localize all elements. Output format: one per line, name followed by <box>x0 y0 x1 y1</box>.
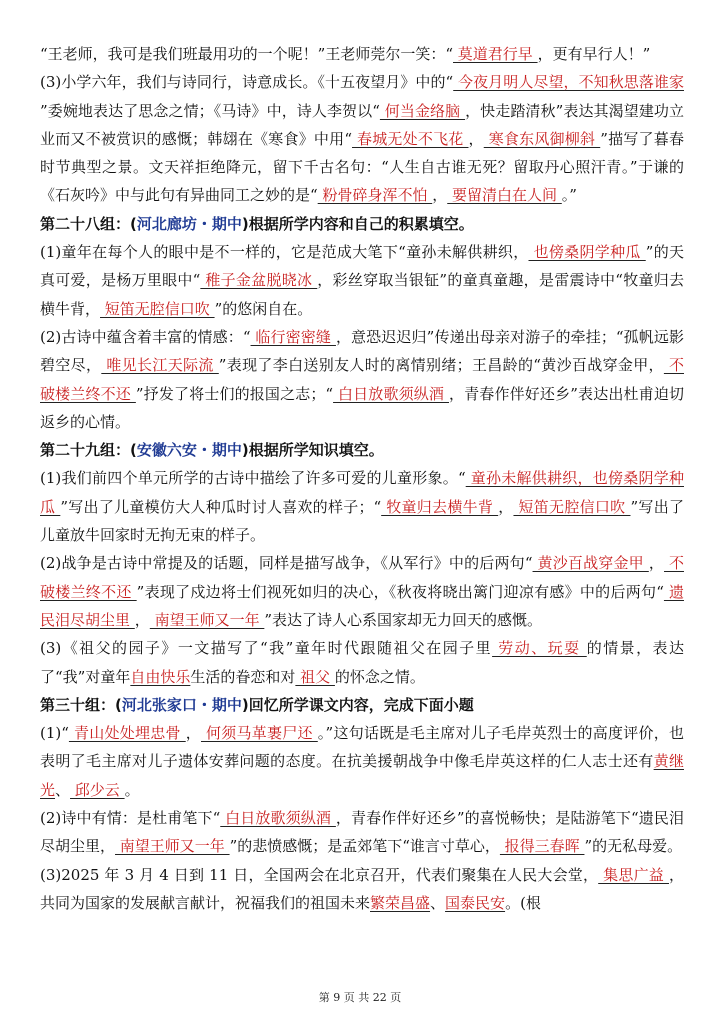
answer-blank: 不破楼兰终不还 <box>40 554 684 601</box>
group-heading-label: 第二十九组：( <box>40 441 137 460</box>
answer-blank: 何须马革裹尸还 <box>200 724 318 743</box>
answer-blank: 粉骨碎身浑不怕 <box>317 186 433 205</box>
group-source: 河北廊坊・期中 <box>136 214 242 233</box>
question-text: (2)古诗中蕴含着丰富的情感：“ <box>40 327 251 346</box>
answer-blank: 童孙未解供耕织，也傍桑阴学种瓜 <box>40 469 684 516</box>
question-text: “王老师，我可是我们班最用功的一个呢！”王老师莞尔一笑：“ <box>40 45 454 63</box>
question-text: ， <box>185 724 201 743</box>
question-paragraph <box>40 464 684 549</box>
question-paragraph <box>40 719 684 804</box>
question-text: ， <box>134 610 150 629</box>
question-text: (2)战争是古诗中常提及的话题，同样是描写战争，《从军行》中的后两句“ <box>40 554 533 573</box>
answer-blank: 要留清白在人间 <box>447 186 562 205</box>
question-text: ”表现了戍边将士们视死如归的决心，《秋夜将晓出篱门迎凉有感》中的后两句“ <box>136 582 664 601</box>
answer-blank: 遗民泪尽胡尘里 <box>40 582 684 629</box>
question-text: ”委婉地表达了思念之情；《马诗》中，诗人李贺以“ <box>40 101 380 120</box>
answer-blank: 繁荣昌盛 <box>370 893 431 912</box>
question-text: ， <box>498 497 514 516</box>
question-paragraph <box>40 40 684 68</box>
question-text: ， <box>468 129 484 148</box>
answer-blank: 自由快乐 <box>130 667 191 686</box>
question-text: ，青春作伴好还乡”的喜悦畅快；是陆游笔下“遗民泪尽胡尘里， <box>40 809 684 856</box>
answer-blank: 短笛无腔信口吹 <box>513 497 631 516</box>
answer-blank: 何当金络脑 <box>379 101 466 120</box>
group-source: 河北张家口・期中 <box>121 695 242 714</box>
group-heading <box>40 210 684 238</box>
question-text: ”表现了李白送别友人时的离情别绪；王昌龄的“黄沙百战穿金甲， <box>218 356 664 375</box>
question-text: ”写出了儿童模仿大人种瓜时讨人喜欢的样子；“ <box>60 497 382 516</box>
answer-blank: 黄沙百战穿金甲 <box>532 554 649 573</box>
answer-blank: 国泰民安 <box>445 893 506 912</box>
group-instruction: )根据所学内容和自己的积累填空。 <box>241 214 474 233</box>
question-text: ，彩丝穿取当银钲”的童真童趣，是雷震诗中“牧童归去横牛背， <box>40 271 685 318</box>
answer-blank: 莫道君行早 <box>453 45 538 63</box>
answer-blank: 南望王师又一年 <box>149 610 265 629</box>
answer-blank: 不破楼兰终不还 <box>40 356 684 403</box>
question-text: ”的悲愤感慨；是孟郊笔下“谁言寸草心， <box>229 837 500 856</box>
group-source: 安徽六安・期中 <box>136 441 242 460</box>
question-text: ， <box>648 554 665 573</box>
question-text: ，快走踏清秋”表达其渴望建功立业而又不被赏识的感慨；韩翃在《寒食》中用“ <box>40 101 685 148</box>
group-heading <box>40 691 684 719</box>
question-text: ”的悠闲自在。 <box>214 299 313 318</box>
answer-blank: 集思广益 <box>598 865 669 884</box>
answer-blank: 邱少云 <box>70 780 125 799</box>
answer-blank: 白日放歌须纵酒 <box>333 384 449 403</box>
question-text: ，青春作伴好还乡”表达出杜甫迫切返乡的心情。 <box>40 384 684 431</box>
question-text: ， <box>432 186 448 205</box>
group-instruction: )根据所学知识填空。 <box>241 441 384 460</box>
question-text: ”抒发了将士们的报国之志；“ <box>135 384 334 403</box>
answer-blank: 黄继光 <box>40 752 684 799</box>
group-heading <box>40 436 684 464</box>
answer-blank: 今夜月明人尽望，不知秋思落谁家 <box>453 73 684 92</box>
page-footer: 第 9 页 共 22 页 <box>318 991 402 1004</box>
question-paragraph <box>40 68 684 209</box>
question-text: 、 <box>55 780 71 799</box>
question-text: ，共同为国家的发展献言献计，祝福我们的祖国未来 <box>40 865 684 912</box>
question-text: 生活的眷恋和对 <box>190 667 296 686</box>
question-paragraph <box>40 634 684 691</box>
question-paragraph <box>40 238 684 323</box>
question-text: 的情景，表达了“我”对童年 <box>40 639 684 686</box>
question-text: (3)小学六年，我们与诗同行，诗意成长。《十五夜望月》中的“ <box>40 73 454 92</box>
answer-blank: 祖父 <box>295 667 335 686</box>
question-paragraph <box>40 804 684 861</box>
question-text: (1)我们前四个单元所学的古诗中描绘了许多可爱的儿童形象。“ <box>40 469 466 488</box>
answer-blank: 南望王师又一年 <box>115 837 230 856</box>
question-text: ”的天真可爱，是杨万里眼中“ <box>40 243 685 290</box>
question-paragraph <box>40 323 684 436</box>
answer-blank: 报得三春晖 <box>499 837 585 856</box>
question-text: ，更有早行人！” <box>537 45 651 63</box>
answer-blank: 短笛无腔信口吹 <box>100 299 215 318</box>
question-text: 。” <box>561 186 577 205</box>
answer-blank: 寒食东风御柳斜 <box>483 129 601 148</box>
question-paragraph <box>40 861 684 918</box>
question-text: (2)诗中有情：是杜甫笔下“ <box>40 809 221 828</box>
question-text: (1)童年在每个人的眼中是不一样的，它是范成大笔下“童孙未解供耕织， <box>40 243 529 262</box>
question-text: ”表达了诗人心系国家却无力回天的感慨。 <box>264 610 543 629</box>
answer-blank: 牧童归去横牛背 <box>381 497 499 516</box>
group-heading-label: 第三十组：( <box>40 695 122 714</box>
question-text: 。(根 <box>505 893 541 912</box>
group-instruction: )回忆所学课文内容，完成下面小题 <box>241 695 474 714</box>
question-text: (1)“ <box>40 724 69 743</box>
question-text: 。”这句话既是毛主席对儿子毛岸英烈士的高度评价，也表明了毛主席对儿子遗体安葬问题的态度。在抗美援朝战争中像毛岸英这样的仁人志士还有 <box>40 724 684 771</box>
group-heading-label: 第二十八组：( <box>40 214 137 233</box>
question-text: ”描写了暮春时节典型之景。文天祥拒绝降元，留下千古名句：“人生自古谁无死？留取丹心照汗青。”于谦的《石灰吟》中与此句有异曲同工之妙的是“ <box>40 129 684 205</box>
answer-blank: 劳动、玩耍 <box>492 639 587 658</box>
answer-blank: 唯见长江天际流 <box>101 356 219 375</box>
question-text: 的怀念之情。 <box>334 667 425 686</box>
answer-blank: 青山处处埋忠骨 <box>68 724 186 743</box>
answer-blank: 白日放歌须纵酒 <box>220 809 336 828</box>
question-text: ”的无私母爱。 <box>584 837 683 856</box>
question-text: ”写出了儿童放牛回家时无拘无束的样子。 <box>40 497 684 545</box>
question-text: ，意恐迟迟归”传递出母亲对游子的牵挂；“孤帆远影碧空尽， <box>40 327 684 375</box>
question-text: 、 <box>430 893 446 912</box>
question-paragraph <box>40 549 684 634</box>
question-text: 。 <box>124 780 140 799</box>
answer-blank: 临行密密缝 <box>250 327 336 346</box>
question-text: (3)2025 年 3 月 4 日到 11 日，全国两会在北京召开，代表们聚集在人民大会堂， <box>40 865 599 884</box>
answer-blank: 春城无处不飞花 <box>352 129 469 148</box>
answer-blank: 稚子金盆脱晓冰 <box>200 271 318 290</box>
answer-blank: 也傍桑阴学种瓜 <box>528 243 646 262</box>
question-text: (3)《祖父的园子》一文描写了“我”童年时代跟随祖父在园子里 <box>40 639 493 658</box>
